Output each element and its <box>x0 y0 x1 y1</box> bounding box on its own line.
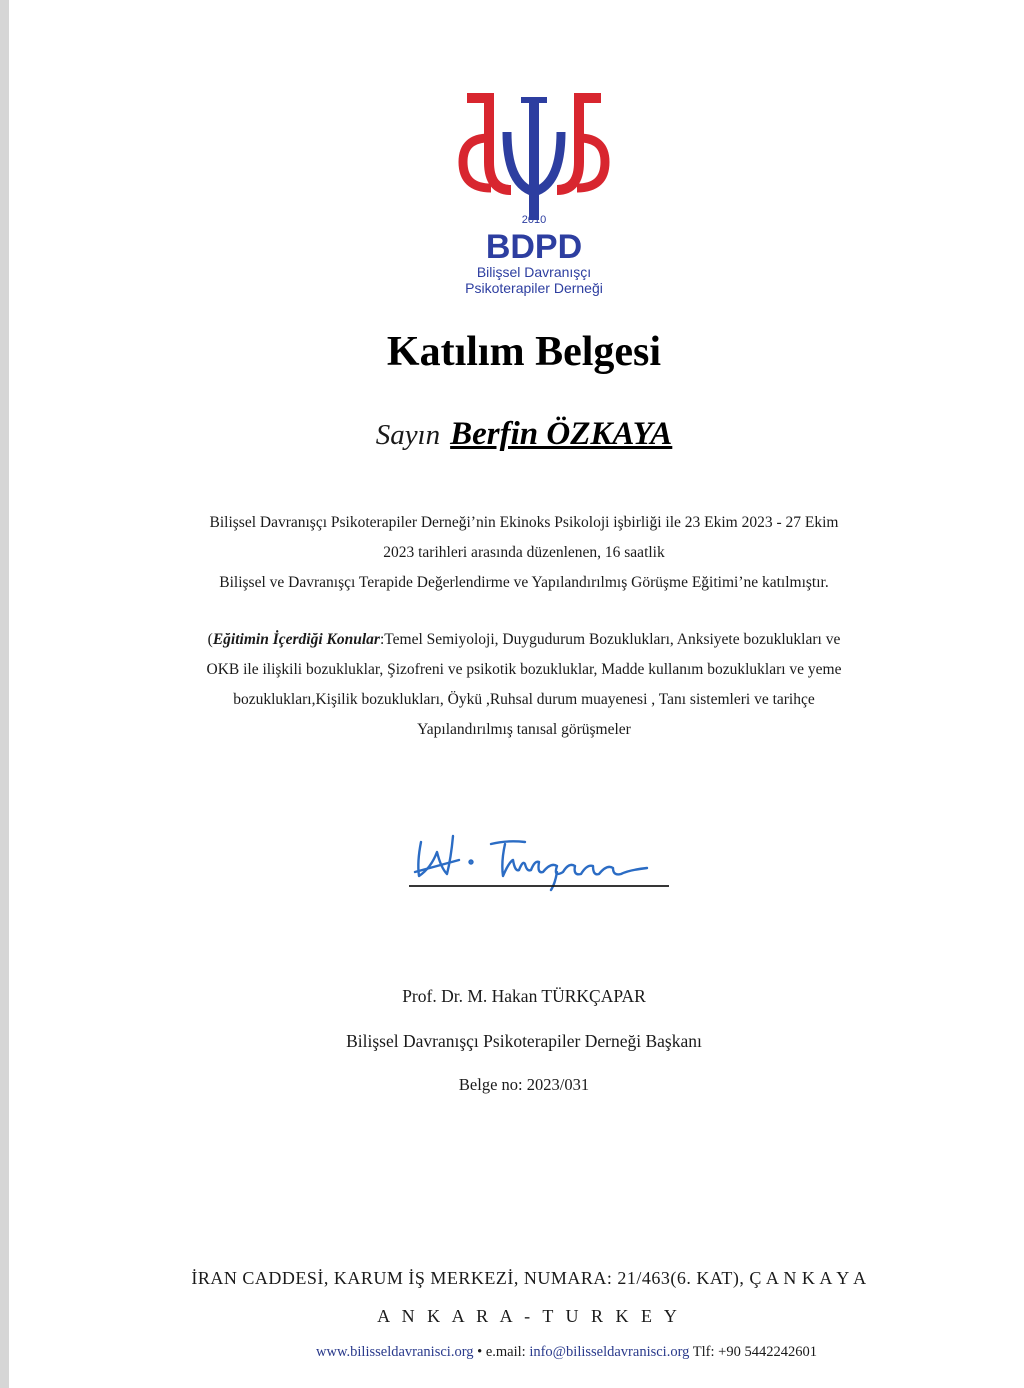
salutation-word: Sayın <box>375 419 441 451</box>
bdpd-logo <box>449 92 619 302</box>
logo-acronym: BDPD <box>485 228 583 266</box>
signatory-role: Bilişsel Davranışçı Psikoterapiler Derneği Başkanı <box>346 1031 702 1051</box>
page-edge-shadow <box>0 0 9 1388</box>
contact-line <box>9 1344 1024 1361</box>
bdpd-logo-mark <box>449 92 619 302</box>
topics-label: Eğitimin İçerdiği Konular <box>212 631 380 648</box>
email-link[interactable]: info@bilisseldavranisci.org <box>529 1344 690 1360</box>
logo-line1: Bilişsel Davranışçı <box>476 264 592 280</box>
phone-number: Tlf: +90 5442242601 <box>689 1344 817 1360</box>
topics-line-4: Yapılandırılmış tanısal görüşmeler <box>417 721 631 738</box>
address-line-2: A N K A R A - T U R K E Y <box>377 1306 681 1326</box>
recipient-name: Berfin ÖZKAYA <box>450 416 673 452</box>
statement-line-3: Bilişsel ve Davranışçı Terapide Değerlendirme ve Yapılandırılmış Görüşme Eğitimi’ne katılmıştır. <box>219 574 829 591</box>
handwritten-signature <box>407 822 671 892</box>
statement-line-2: 2023 tarihleri arasında düzenlenen, 16 saatlik <box>383 544 665 561</box>
logo-year: 2010 <box>521 214 547 226</box>
participation-statement <box>159 508 889 598</box>
website-link[interactable]: www.bilisseldavranisci.org <box>316 1344 474 1360</box>
topics-line-1 <box>159 625 889 655</box>
statement-line-1: Bilişsel Davranışçı Psikoterapiler Derneği’nin Ekinoks Psikoloji işbirliği ile 23 Ekim 2023 - 27 Ekim <box>209 514 839 531</box>
address-line-1: İRAN CADDESİ, KARUM İŞ MERKEZİ, NUMARA: 21/463(6. KAT), Ç A N K A Y A <box>191 1268 867 1288</box>
training-topics <box>159 625 889 745</box>
logo-line2: Psikoterapiler Derneği <box>465 280 603 296</box>
salutation-line <box>9 416 1024 453</box>
email-separator: • e.mail: <box>473 1344 530 1360</box>
certificate-title: Katılım Belgesi <box>386 329 662 375</box>
topics-open-paren: ( <box>207 631 213 648</box>
topics-line-3: bozuklukları,Kişilik bozuklukları, Öykü ,Ruhsal durum muayenesi , Tanı sistemleri ve tarihçe <box>233 691 815 708</box>
document-number: Belge no: 2023/031 <box>458 1075 590 1094</box>
topics-line-1-text: :Temel Semiyoloji, Duygudurum Bozuklukları, Anksiyete bozuklukları ve <box>379 631 841 648</box>
topics-line-2: OKB ile ilişkili bozukluklar, Şizofreni ve psikotik bozukluklar, Madde kullanım bozuklukları ve yeme <box>206 661 842 678</box>
certificate-page <box>9 0 1024 1388</box>
signatory-name: Prof. Dr. M. Hakan TÜRKÇAPAR <box>402 986 646 1006</box>
